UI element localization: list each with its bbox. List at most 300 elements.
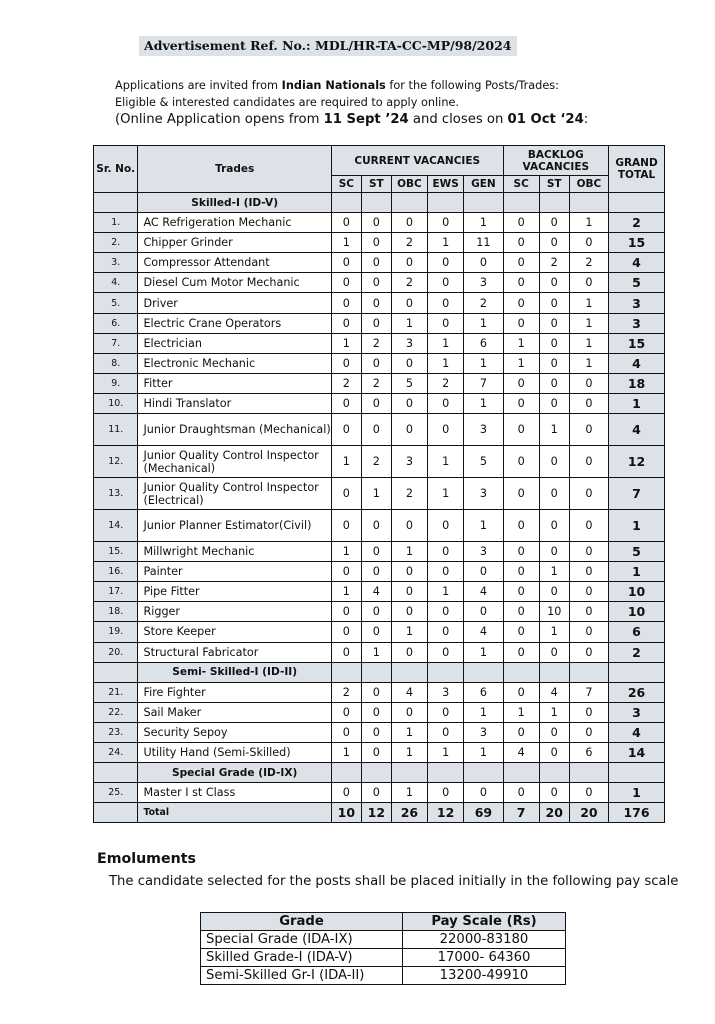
serial-number: 9. [94,373,138,393]
backlog-st-count: 0 [539,446,569,478]
current-gen-count: 0 [464,253,503,273]
current-obc-count: 1 [391,622,427,642]
current-ews-count: 0 [428,273,464,293]
total-backlog-sc: 7 [503,803,539,823]
backlog-st-count: 0 [539,353,569,373]
backlog-sc-count: 0 [503,542,539,562]
backlog-st-count: 0 [539,333,569,353]
trade-row [94,293,665,313]
intro-text [115,78,588,129]
trade-name: Driver [138,293,331,313]
serial-number: 18. [94,602,138,622]
trade-name: Electronic Mechanic [138,353,331,373]
current-ews-count: 0 [428,602,464,622]
backlog-st-count: 1 [539,414,569,446]
grand-total: 7 [609,478,665,510]
intro-text-part: (Online Application opens from [115,112,324,127]
current-gen-count: 0 [464,783,503,803]
trade-row [94,562,665,582]
current-sc-count: 0 [331,702,361,722]
current-ews-count: 1 [428,478,464,510]
current-ews-count: 0 [428,562,464,582]
trade-name: Pipe Fitter [138,582,331,602]
backlog-st-count: 0 [539,313,569,333]
current-sc-count: 0 [331,393,361,413]
header-grand-total: GRAND TOTAL [609,146,665,193]
pay-scale-table [200,912,566,985]
current-obc-count: 0 [391,510,427,542]
grand-total: 4 [609,253,665,273]
grand-total: 3 [609,702,665,722]
vacancy-table [93,145,665,823]
current-gen-count: 0 [464,602,503,622]
backlog-sc-count: 1 [503,702,539,722]
current-ews-count: 1 [428,353,464,373]
section-blank-cell [331,193,361,213]
emoluments-heading: Emoluments [97,851,196,867]
grand-total: 10 [609,602,665,622]
backlog-sc-count: 0 [503,722,539,742]
backlog-st-count: 0 [539,510,569,542]
backlog-obc-count: 0 [569,622,608,642]
grand-total: 26 [609,682,665,702]
current-st-count: 2 [361,373,391,393]
header-backlog-vacancies: BACKLOG VACANCIES [503,146,608,176]
section-blank-cell [331,662,361,682]
current-obc-count: 3 [391,446,427,478]
current-obc-count: 1 [391,783,427,803]
serial-number: 16. [94,562,138,582]
trade-row [94,393,665,413]
section-title: Skilled-I (ID-V) [138,193,331,213]
section-blank-cell [539,662,569,682]
grand-total: 1 [609,783,665,803]
current-st-count: 0 [361,253,391,273]
current-gen-count: 7 [464,373,503,393]
backlog-obc-count: 0 [569,273,608,293]
backlog-sc-count: 0 [503,233,539,253]
trade-name: Electric Crane Operators [138,313,331,333]
trade-name: Structural Fabricator [138,642,331,662]
trade-name: Electrician [138,333,331,353]
backlog-sc-count: 4 [503,742,539,762]
grade-name: Skilled Grade-I (IDA-V) [201,949,403,967]
current-ews-count: 1 [428,742,464,762]
current-st-count: 0 [361,783,391,803]
current-st-count: 0 [361,353,391,373]
backlog-obc-count: 0 [569,393,608,413]
header-backlog-st: ST [539,176,569,193]
section-blank-cell [539,193,569,213]
trade-row [94,542,665,562]
backlog-sc-count: 1 [503,353,539,373]
current-sc-count: 2 [331,682,361,702]
total-backlog-obc: 20 [569,803,608,823]
backlog-st-count: 0 [539,742,569,762]
current-st-count: 0 [361,510,391,542]
header-pay-scale: Pay Scale (Rs) [403,913,566,931]
backlog-sc-count: 0 [503,446,539,478]
backlog-obc-count: 0 [569,233,608,253]
header-ews: EWS [428,176,464,193]
section-blank-cell [539,763,569,783]
current-st-count: 0 [361,722,391,742]
grand-total: 5 [609,542,665,562]
backlog-obc-count: 1 [569,353,608,373]
section-blank-cell [609,662,665,682]
trade-name: Diesel Cum Motor Mechanic [138,273,331,293]
current-st-count: 0 [361,233,391,253]
backlog-st-count: 0 [539,373,569,393]
grand-total: 2 [609,213,665,233]
backlog-obc-count: 6 [569,742,608,762]
serial-number: 5. [94,293,138,313]
total-grand-total: 176 [609,803,665,823]
section-blank-cell [331,763,361,783]
current-st-count: 0 [361,393,391,413]
emoluments-text: The candidate selected for the posts shall be placed initially in the following pay scale [109,874,679,889]
intro-text-part: for the following Posts/Trades: [385,79,559,92]
section-blank-cell [428,662,464,682]
header-backlog-sc: SC [503,176,539,193]
header-trades: Trades [138,146,331,193]
trade-row [94,333,665,353]
grand-total: 3 [609,313,665,333]
section-title: Semi- Skilled-I (ID-II) [138,662,331,682]
current-obc-count: 1 [391,313,427,333]
backlog-sc-count: 0 [503,478,539,510]
header-sc: SC [331,176,361,193]
grand-total: 1 [609,562,665,582]
grand-total: 1 [609,510,665,542]
current-sc-count: 0 [331,562,361,582]
pay-scale-value: 17000- 64360 [403,949,566,967]
grand-total: 14 [609,742,665,762]
section-blank-cell [569,763,608,783]
current-ews-count: 0 [428,253,464,273]
section-blank-cell [464,763,503,783]
grand-total: 5 [609,273,665,293]
closing-date: 01 Oct ‘24 [507,112,584,127]
backlog-obc-count: 2 [569,253,608,273]
grand-total: 15 [609,233,665,253]
backlog-sc-count: 0 [503,602,539,622]
current-gen-count: 6 [464,682,503,702]
current-ews-count: 1 [428,446,464,478]
opening-date: 11 Sept ’24 [323,112,409,127]
current-sc-count: 1 [331,742,361,762]
current-gen-count: 1 [464,742,503,762]
section-title: Special Grade (ID-IX) [138,763,331,783]
backlog-sc-count: 0 [503,393,539,413]
trade-row [94,602,665,622]
grand-total: 2 [609,642,665,662]
current-obc-count: 1 [391,542,427,562]
section-blank-cell [94,662,138,682]
trade-row [94,273,665,293]
grand-total: 15 [609,333,665,353]
section-blank-cell [94,763,138,783]
current-gen-count: 3 [464,722,503,742]
trade-name: Hindi Translator [138,393,331,413]
current-obc-count: 5 [391,373,427,393]
trade-name: Fitter [138,373,331,393]
serial-number: 19. [94,622,138,642]
serial-number: 25. [94,783,138,803]
serial-number: 23. [94,722,138,742]
intro-emphasis: Indian Nationals [281,79,386,92]
backlog-obc-count: 1 [569,313,608,333]
current-ews-count: 0 [428,622,464,642]
current-st-count: 4 [361,582,391,602]
trade-row [94,446,665,478]
current-sc-count: 1 [331,333,361,353]
trade-row [94,642,665,662]
backlog-obc-count: 0 [569,414,608,446]
current-obc-count: 0 [391,642,427,662]
backlog-st-count: 1 [539,562,569,582]
trade-row [94,414,665,446]
current-ews-count: 0 [428,510,464,542]
current-sc-count: 1 [331,542,361,562]
current-obc-count: 0 [391,414,427,446]
trade-row [94,373,665,393]
pay-scale-row [201,931,566,949]
serial-number: 15. [94,542,138,562]
current-sc-count: 0 [331,273,361,293]
grand-total: 6 [609,622,665,642]
trade-name: Utility Hand (Semi-Skilled) [138,742,331,762]
section-blank-cell [391,193,427,213]
backlog-sc-count: 1 [503,333,539,353]
current-st-count: 0 [361,622,391,642]
intro-text-part: : [583,112,589,127]
current-st-count: 2 [361,333,391,353]
backlog-obc-count: 0 [569,478,608,510]
backlog-st-count: 0 [539,478,569,510]
current-obc-count: 2 [391,233,427,253]
backlog-st-count: 0 [539,273,569,293]
trade-row [94,702,665,722]
current-st-count: 1 [361,642,391,662]
current-sc-count: 0 [331,622,361,642]
current-gen-count: 5 [464,446,503,478]
intro-line-3 [115,111,588,129]
current-ews-count: 0 [428,414,464,446]
total-row [94,803,665,823]
backlog-st-count: 1 [539,702,569,722]
grand-total: 4 [609,414,665,446]
current-sc-count: 0 [331,602,361,622]
backlog-st-count: 0 [539,233,569,253]
section-row [94,193,665,213]
pay-scale-value: 13200-49910 [403,967,566,985]
current-gen-count: 4 [464,582,503,602]
backlog-sc-count: 0 [503,562,539,582]
current-ews-count: 1 [428,333,464,353]
trade-row [94,233,665,253]
backlog-st-count: 0 [539,642,569,662]
current-st-count: 1 [361,478,391,510]
serial-number: 17. [94,582,138,602]
trade-name: Master I st Class [138,783,331,803]
pay-scale-row [201,967,566,985]
header-grade: Grade [201,913,403,931]
current-st-count: 0 [361,213,391,233]
trade-name: Junior Quality Control Inspector (Electrical) [138,478,331,510]
intro-text-part: Applications are invited from [115,79,282,92]
current-sc-count: 0 [331,478,361,510]
backlog-sc-count: 0 [503,582,539,602]
current-obc-count: 2 [391,478,427,510]
current-sc-count: 0 [331,510,361,542]
trade-row [94,783,665,803]
current-obc-count: 2 [391,273,427,293]
current-st-count: 0 [361,682,391,702]
serial-number: 13. [94,478,138,510]
header-current-vacancies: CURRENT VACANCIES [331,146,503,176]
grade-name: Special Grade (IDA-IX) [201,931,403,949]
current-gen-count: 1 [464,393,503,413]
grand-total: 10 [609,582,665,602]
backlog-sc-count: 0 [503,414,539,446]
current-gen-count: 1 [464,642,503,662]
backlog-obc-count: 0 [569,783,608,803]
trade-row [94,313,665,333]
backlog-sc-count: 0 [503,510,539,542]
backlog-sc-count: 0 [503,313,539,333]
current-st-count: 0 [361,313,391,333]
backlog-st-count: 2 [539,253,569,273]
backlog-obc-count: 7 [569,682,608,702]
backlog-st-count: 4 [539,682,569,702]
section-blank-cell [503,662,539,682]
section-blank-cell [609,193,665,213]
current-ews-count: 0 [428,313,464,333]
backlog-st-count: 0 [539,542,569,562]
current-st-count: 2 [361,446,391,478]
backlog-obc-count: 1 [569,333,608,353]
trade-row [94,478,665,510]
header-sr-no: Sr. No. [94,146,138,193]
current-gen-count: 6 [464,333,503,353]
current-obc-count: 0 [391,562,427,582]
section-blank-cell [391,763,427,783]
trade-name: Sail Maker [138,702,331,722]
section-blank-cell [391,662,427,682]
current-obc-count: 1 [391,722,427,742]
serial-number: 11. [94,414,138,446]
serial-number: 21. [94,682,138,702]
current-st-count: 0 [361,742,391,762]
current-st-count: 0 [361,293,391,313]
total-label: Total [138,803,331,823]
trade-row [94,213,665,233]
trade-row [94,582,665,602]
backlog-obc-count: 1 [569,213,608,233]
total-backlog-st: 20 [539,803,569,823]
backlog-st-count: 0 [539,582,569,602]
header-obc: OBC [391,176,427,193]
trade-row [94,510,665,542]
current-sc-count: 0 [331,414,361,446]
trade-name: Millwright Mechanic [138,542,331,562]
intro-line-1 [115,78,588,95]
grand-total: 3 [609,293,665,313]
trade-name: Painter [138,562,331,582]
trade-row [94,253,665,273]
trade-name: Junior Planner Estimator(Civil) [138,510,331,542]
trade-name: Junior Draughtsman (Mechanical) [138,414,331,446]
backlog-obc-count: 0 [569,562,608,582]
intro-text-part: and closes on [408,112,508,127]
current-sc-count: 0 [331,213,361,233]
backlog-sc-count: 0 [503,213,539,233]
section-blank-cell [569,662,608,682]
serial-number: 24. [94,742,138,762]
current-obc-count: 0 [391,293,427,313]
section-blank-cell [428,193,464,213]
serial-number: 4. [94,273,138,293]
section-blank-cell [361,763,391,783]
backlog-sc-count: 0 [503,682,539,702]
current-obc-count: 1 [391,742,427,762]
current-gen-count: 0 [464,562,503,582]
backlog-obc-count: 0 [569,582,608,602]
current-ews-count: 3 [428,682,464,702]
backlog-st-count: 0 [539,213,569,233]
current-ews-count: 0 [428,642,464,662]
trade-name: AC Refrigeration Mechanic [138,213,331,233]
current-gen-count: 3 [464,273,503,293]
current-ews-count: 0 [428,783,464,803]
backlog-st-count: 1 [539,622,569,642]
backlog-st-count: 10 [539,602,569,622]
current-gen-count: 1 [464,313,503,333]
backlog-st-count: 0 [539,783,569,803]
serial-number: 7. [94,333,138,353]
intro-line-2: Eligible & interested candidates are required to apply online. [115,95,460,109]
backlog-sc-count: 0 [503,642,539,662]
current-gen-count: 1 [464,702,503,722]
section-blank-cell [464,662,503,682]
trade-row [94,353,665,373]
current-sc-count: 0 [331,783,361,803]
backlog-obc-count: 0 [569,642,608,662]
current-sc-count: 0 [331,253,361,273]
backlog-sc-count: 0 [503,253,539,273]
trade-name: Chipper Grinder [138,233,331,253]
current-gen-count: 3 [464,478,503,510]
trade-name: Compressor Attendant [138,253,331,273]
section-blank-cell [609,763,665,783]
total-current-gen: 69 [464,803,503,823]
serial-number: 3. [94,253,138,273]
serial-number: 14. [94,510,138,542]
section-blank-cell [503,193,539,213]
section-blank-cell [503,763,539,783]
backlog-sc-count: 0 [503,783,539,803]
trade-name: Store Keeper [138,622,331,642]
serial-number: 22. [94,702,138,722]
current-obc-count: 0 [391,353,427,373]
backlog-sc-count: 0 [503,622,539,642]
grand-total: 18 [609,373,665,393]
backlog-sc-count: 0 [503,373,539,393]
backlog-sc-count: 0 [503,293,539,313]
trade-name: Rigger [138,602,331,622]
current-st-count: 0 [361,702,391,722]
